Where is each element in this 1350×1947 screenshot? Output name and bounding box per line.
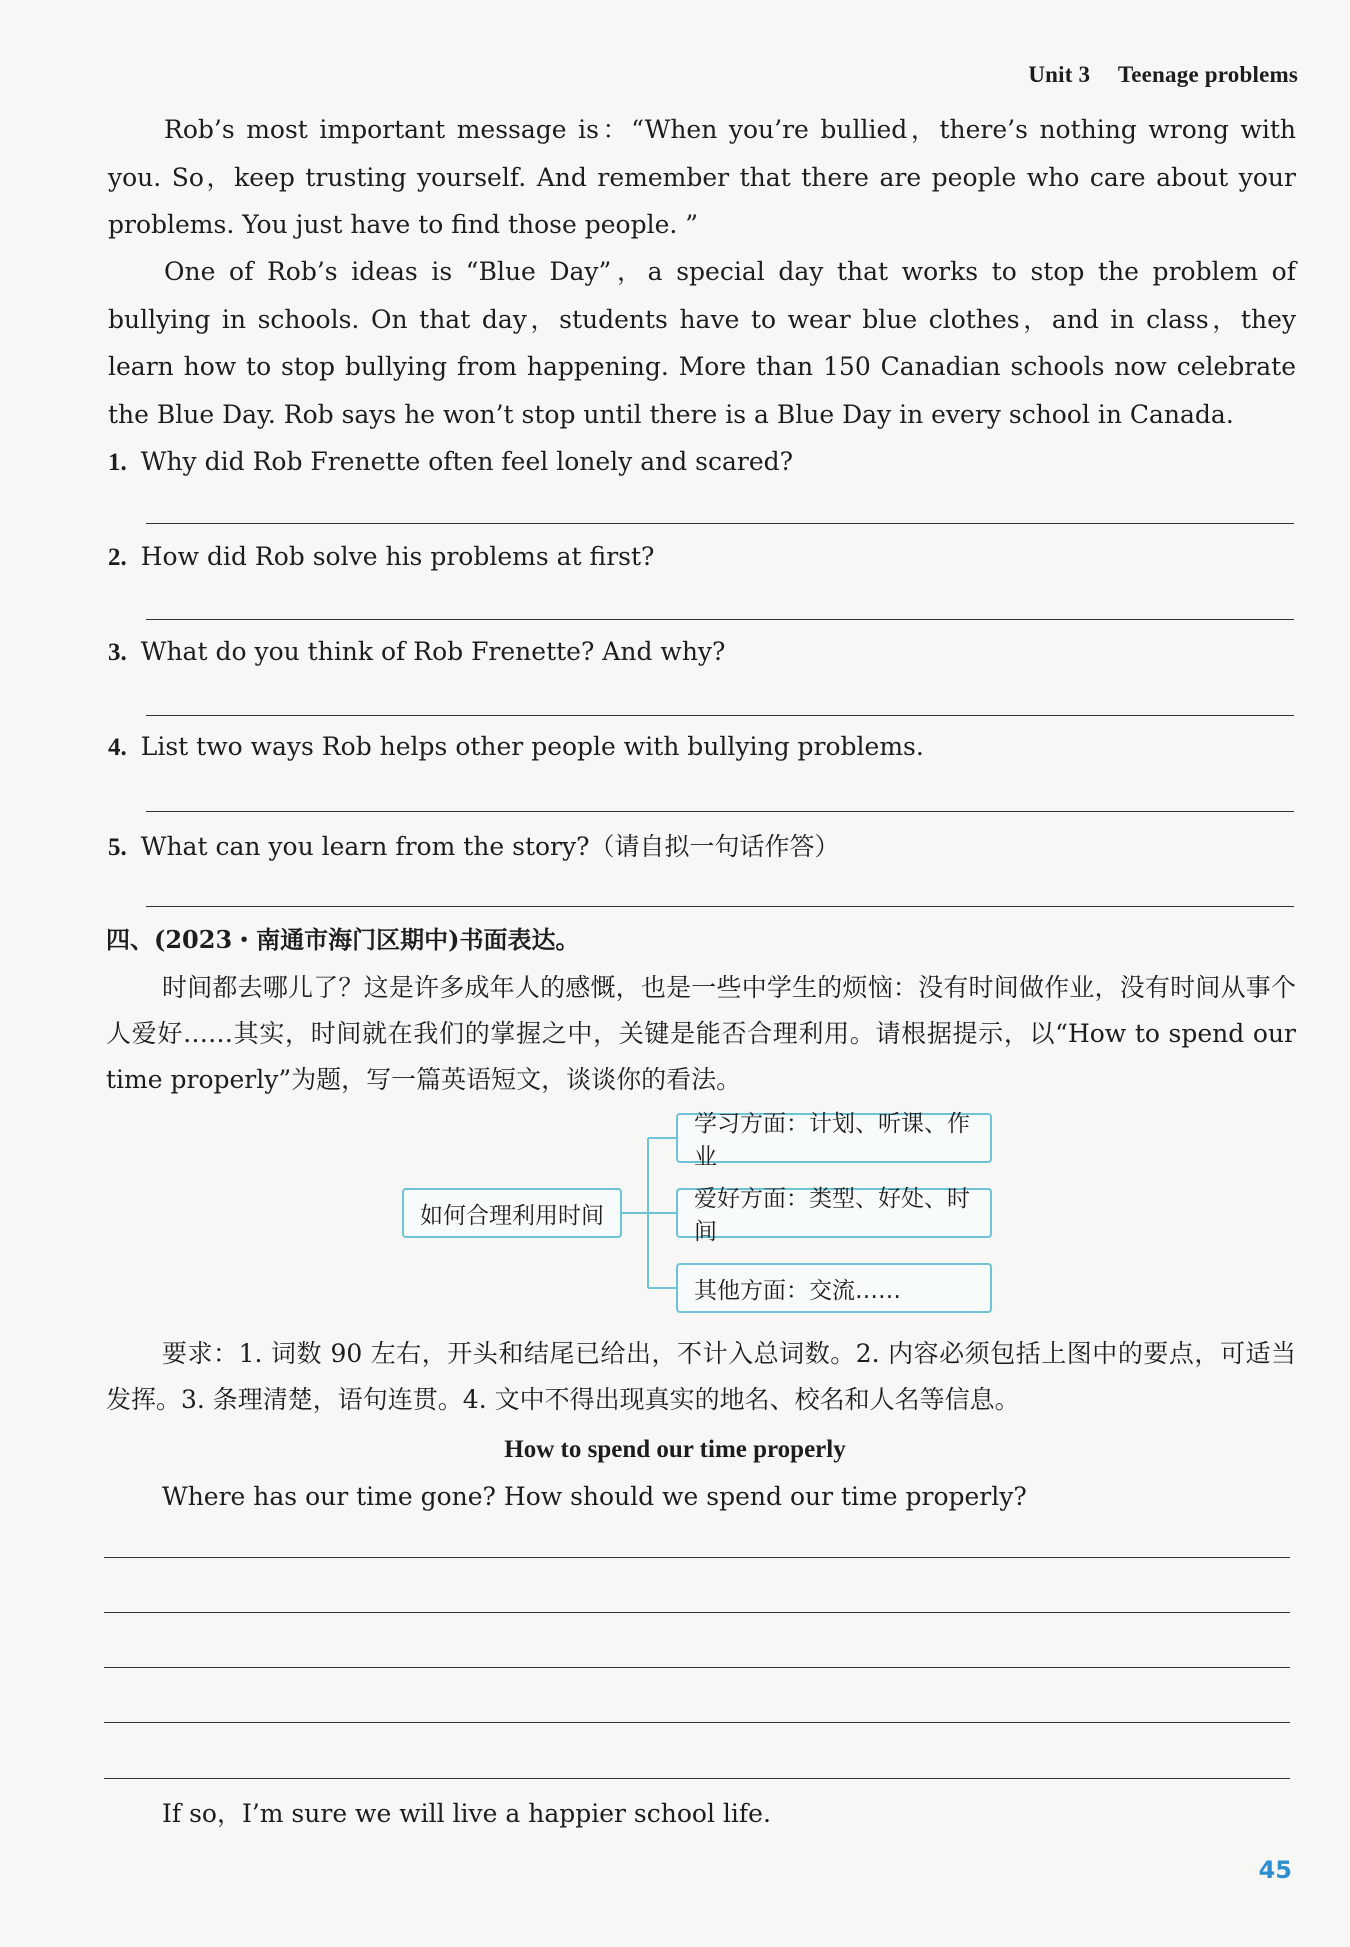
question-text: How did Rob solve his problems at first? <box>140 542 655 571</box>
question-number: 1. <box>108 449 127 476</box>
essay-line-5[interactable] <box>104 1778 1290 1779</box>
question-number: 2. <box>108 544 127 571</box>
mind-map-branch-study: 学习方面：计划、听课、作业 <box>676 1113 992 1163</box>
writing-requirements: 要求：1. 词数 90 左右，开头和结尾已给出，不计入总词数。2. 内容必须包括上图中的要点，可适当发挥。3. 条理清楚，语句连贯。4. 文中不得出现真实的地名、校名和人名等信息。 <box>106 1339 1296 1414</box>
passage-paragraph-2: One of Rob’s ideas is “Blue Day”，a special day that works to stop the problem of bullying in schools. On that day，students have to wear blue clothes，and in class，they learn how to stop bullying from happening. More than 150 Canadian schools now celebrate the Blue Day. Rob says he won’t stop until there is a Blue Day in every school in Canada. <box>108 257 1296 429</box>
section-label: 四、(2023・南通市海门区期中) <box>106 925 460 954</box>
unit-title: Teenage problems <box>1117 62 1298 87</box>
answer-line-4[interactable] <box>146 811 1294 812</box>
answer-line-3[interactable] <box>146 715 1294 716</box>
essay-line-4[interactable] <box>104 1722 1290 1723</box>
question-text: List two ways Rob helps other people with bullying problems. <box>140 732 924 761</box>
answer-line-5[interactable] <box>146 906 1294 907</box>
essay-line-3[interactable] <box>104 1667 1290 1668</box>
passage-paragraph-1: Rob’s most important message is：“When you’re bullied，there’s nothing wrong with you. So，keep trusting yourself. And remember that there are people who care about your problems. You just have to find those people. ” <box>108 115 1296 239</box>
page-header <box>1028 62 1298 88</box>
question-number: 5. <box>108 834 127 861</box>
essay-opening: Where has our time gone? How should we spend our time properly? <box>162 1482 1027 1511</box>
essay-title: How to spend our time properly <box>504 1436 846 1463</box>
essay-closing: If so，I’m sure we will live a happier school life. <box>162 1799 771 1828</box>
question-4 <box>108 732 924 762</box>
answer-line-2[interactable] <box>146 619 1294 620</box>
question-2 <box>108 542 654 572</box>
answer-line-1[interactable] <box>146 523 1294 524</box>
mind-map-branch-other: 其他方面：交流…… <box>676 1263 992 1313</box>
mind-map-center: 如何合理利用时间 <box>402 1188 622 1238</box>
question-3 <box>108 637 725 667</box>
question-text: What can you learn from the story?（请自拟一句话作答） <box>140 832 840 861</box>
unit-label: Unit 3 <box>1028 62 1091 87</box>
question-5 <box>108 827 840 863</box>
writing-instructions: 时间都去哪儿了？这是许多成年人的感慨，也是一些中学生的烦恼：没有时间做作业，没有时间从事个人爱好……其实，时间就在我们的掌握之中，关键是能否合理利用。请根据提示，以“How to spend our time properly”为题，写一篇英语短文，谈谈你的看法。 <box>106 973 1296 1094</box>
mind-map-branch-hobby: 爱好方面：类型、好处、时间 <box>676 1188 992 1238</box>
section-title: 书面表达。 <box>459 925 580 954</box>
question-text: What do you think of Rob Frenette? And why? <box>140 637 726 666</box>
question-text: Why did Rob Frenette often feel lonely and scared? <box>140 447 794 476</box>
essay-line-2[interactable] <box>104 1612 1290 1613</box>
question-number: 3. <box>108 639 127 666</box>
essay-line-1[interactable] <box>104 1557 1290 1558</box>
question-1 <box>108 447 793 477</box>
page-number: 45 <box>1258 1856 1292 1884</box>
section-four-heading <box>106 920 580 955</box>
question-number: 4. <box>108 734 127 761</box>
